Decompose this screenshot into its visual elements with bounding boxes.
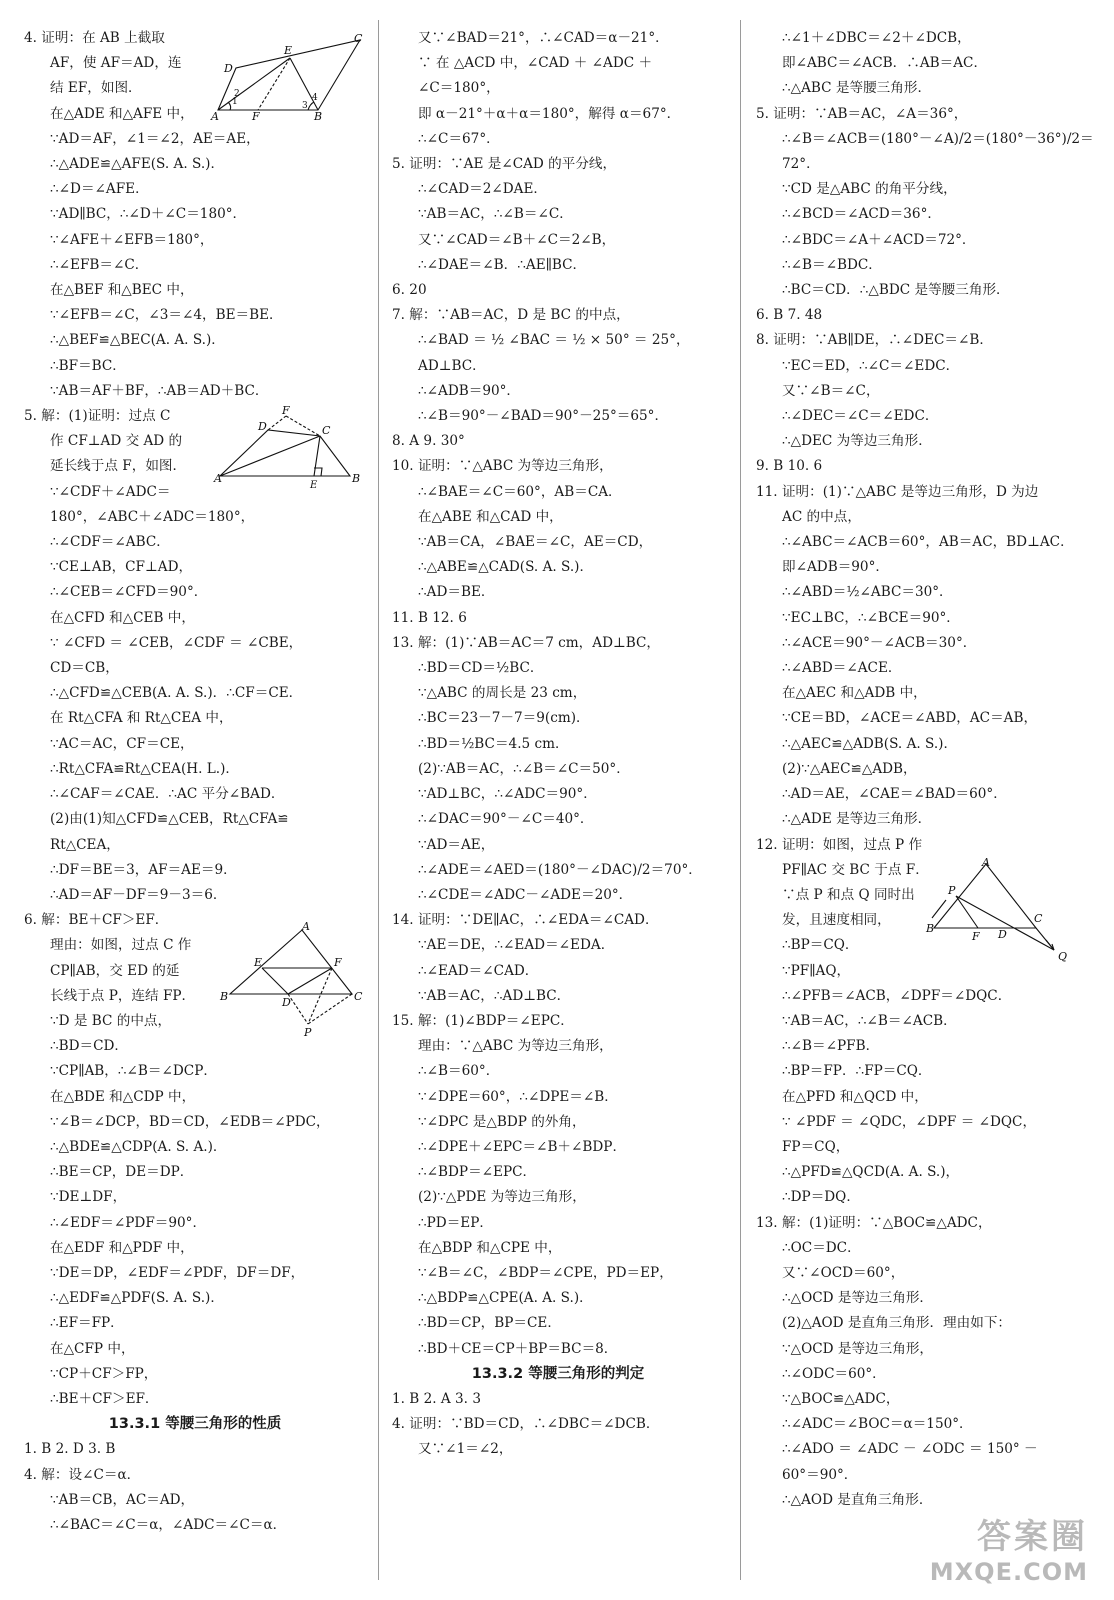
answer-line: 即 α－21°＋α＋α＝180°，解得 α＝67°． (418, 105, 681, 122)
fig-label: C (322, 424, 331, 437)
answer-line: 发，且速度相同， (782, 912, 891, 929)
answer-line: ∵ ∠CFD ＝ ∠CEB，∠CDF ＝ ∠CBE， (50, 634, 303, 651)
fig-label: 3 (302, 101, 308, 111)
fig-label: 4 (312, 93, 318, 103)
fig-label: F (972, 930, 980, 943)
answer-line: ∴∠BAE＝∠C＝60°，AB＝CA． (418, 483, 622, 500)
answer-line: 又∵∠CAD＝∠B＋∠C＝2∠B， (418, 231, 616, 248)
answer-line: ∴△EDF≌△PDF(S. A. S.)． (50, 1290, 224, 1307)
fig-label: A (214, 472, 222, 485)
answer-line: ∴BF＝BC． (50, 357, 126, 374)
answer-line: ∴∠BAD ＝ ½ ∠BAC ＝ ½ × 50° ＝ 25°， (418, 332, 690, 349)
figure-problem-4 (208, 30, 368, 126)
answer-line: ∴∠ADE＝∠AED＝(180°－∠DAC)/2＝70°． (418, 861, 702, 878)
answer-line: ∵AB＝CB，AC＝AD， (50, 1491, 195, 1508)
answer-line: ∴BC＝CD．∴△BDC 是等腰三角形． (782, 282, 1010, 299)
answer-line: ∴BD＋CE＝CP＋BP＝BC＝8． (418, 1340, 618, 1357)
answer-line: 在△BEF 和△BEC 中， (50, 282, 194, 299)
answer-line: ∴∠PFB＝∠ACB，∠DPF＝∠DQC． (782, 987, 1012, 1004)
answer-line: ∴∠DPE＋∠EPC＝∠B＋∠BDP． (418, 1138, 627, 1155)
answer-line: ∴OC＝DC． (782, 1239, 861, 1256)
answer-line: ∴∠B＝90°－∠BAD＝90°－25°＝65°． (418, 408, 669, 425)
fig-label: E (284, 44, 293, 57)
answer-line: 4. 证明：在 AB 上截取 (24, 30, 165, 46)
answer-line: ∴∠BDP＝∠EPC． (418, 1164, 537, 1181)
fig-label: P (304, 1026, 312, 1039)
answer-line: ∵AE＝DE，∴∠EAD＝∠EDA． (418, 937, 615, 954)
answer-line: 15. 解：(1)∠BDP＝∠EPC． (392, 1012, 574, 1029)
answer-line: ∴∠ODC＝60°． (782, 1365, 886, 1382)
answer-line: ∴∠B＝∠ACB＝(180°－∠A)/2＝(180°－36°)/2＝ (782, 130, 1094, 147)
answer-line: 即∠ABC＝∠ACB．∴AB＝AC． (782, 55, 988, 72)
fig-label: A (302, 920, 310, 933)
answer-line: ∴∠1＋∠DBC＝∠2＋∠DCB， (782, 30, 971, 46)
answer-line: ∵D 是 BC 的中点， (50, 1012, 172, 1029)
answer-column-3 (752, 26, 1092, 1513)
answer-line: ∵ 在 △ACD 中，∠CAD ＋ ∠ADC ＋ (418, 55, 653, 72)
answer-line: ∴∠BDC＝∠A＋∠ACD＝72°． (782, 231, 976, 248)
answer-line: ∴△ABC 是等腰三角形． (782, 80, 932, 97)
answer-line: 6. B 7. 48 (756, 307, 823, 324)
answer-line: ∵∠DPE＝60°，∴∠DPE＝∠B． (418, 1088, 618, 1105)
fig-label: F (252, 110, 260, 123)
answer-line: 72°． (782, 156, 820, 173)
answer-line: 理由：∵△ABC 为等边三角形， (418, 1038, 613, 1055)
watermark (930, 1509, 1088, 1586)
answer-line: ∴∠ADB＝90°． (418, 382, 521, 399)
answer-line: ∵AB＝AF＋BF，∴AB＝AD＋BC． (50, 382, 269, 399)
answer-line: ∴△ADE 是等边三角形． (782, 811, 932, 828)
answer-line: 在△CFD 和△CEB 中， (50, 609, 195, 626)
answer-line: 作 CF⊥AD 交 AD 的 (50, 433, 183, 450)
answer-line: 1. B 2. A 3. 3 (392, 1390, 481, 1407)
answer-line: ∵AC＝AC，CF＝CE， (50, 735, 194, 752)
answer-line: 13. 解：(1)证明：∵△BOC≌△ADC， (756, 1214, 992, 1231)
answer-line: ∵∠EFB＝∠C，∠3＝∠4，BE＝BE． (50, 307, 283, 324)
fig-label: P (948, 884, 956, 897)
fig-label: F (282, 404, 290, 417)
answer-line: ∴PD＝EP． (418, 1214, 493, 1231)
answer-line: ∴△BDP≌△CPE(A. A. S.)． (418, 1290, 593, 1307)
answer-line: ∴∠DAC＝90°－∠C＝40°． (418, 811, 594, 828)
answer-line: CD＝CB， (50, 660, 119, 677)
answer-line: 60°＝90°． (782, 1466, 858, 1483)
answer-line: ∵AB＝CA，∠BAE＝∠C，AE＝CD， (418, 534, 653, 551)
fig-label: D (258, 420, 267, 433)
answer-line: ∴∠ADO ＝ ∠ADC － ∠ODC ＝ 150° － (782, 1441, 1038, 1458)
answer-line: 即∠ADB＝90°． (782, 559, 889, 576)
answer-line: ∵EC⊥BC，∴∠BCE＝90°． (782, 609, 960, 626)
answer-line: ∴DF＝BE＝3，AF＝AE＝9． (50, 861, 237, 878)
answer-line: ∵△OCD 是等边三角形， (782, 1340, 934, 1357)
answer-line: ∴△BEF≌△BEC(A. A. S.)． (50, 332, 225, 349)
answer-line: ∴BE＝CP，DE＝DP． (50, 1164, 194, 1181)
answer-line: ∴BC＝23－7－7＝9(cm)． (418, 710, 590, 727)
answer-line: ∵DE⊥DF， (50, 1189, 127, 1206)
answer-line: ∴△BDE≌△CDP(A. S. A.)． (50, 1138, 227, 1155)
answer-line: 在△AEC 和△ADB 中， (782, 685, 927, 702)
answer-line: ∴BD＝CD． (50, 1038, 129, 1055)
answer-line: ∵CD 是△ABC 的角平分线， (782, 181, 957, 198)
answer-line: ∴△ADE≌△AFE(S. A. S.)． (50, 156, 225, 173)
answer-line: 1. B 2. D 3. B (24, 1441, 116, 1458)
answer-line: ∵AB＝AC，∴∠B＝∠C． (418, 206, 573, 223)
answer-line: ∴Rt△CFA≌Rt△CEA(H. L.)． (50, 760, 239, 777)
answer-line: (2)∵△AEC≌△ADB， (782, 760, 917, 777)
answer-line: FP＝CQ， (782, 1138, 850, 1155)
answer-line: 在△EDF 和△PDF 中， (50, 1239, 194, 1256)
answer-line: 长线于点 P，连结 FP． (50, 987, 196, 1004)
answer-line: CP∥AB，交 ED 的延 (50, 962, 180, 979)
answer-line: ∵AD＝AE， (418, 836, 495, 853)
answer-line: ∵△BOC≌△ADC， (782, 1390, 900, 1407)
fig-label: 1 (232, 97, 238, 107)
answer-line: 结 EF，如图． (50, 80, 142, 97)
answer-line: 5. 解：(1)证明：过点 C (24, 408, 171, 425)
answer-line: 8. 证明：∵AB∥DE，∴∠DEC＝∠B． (756, 332, 993, 349)
figure-problem-6 (218, 922, 368, 1044)
fig-label: C (354, 32, 363, 45)
answer-line: 14. 证明：∵DE∥AC，∴∠EDA＝∠CAD． (392, 912, 659, 929)
answer-line: ∴BD＝½BC＝4.5 cm． (418, 735, 569, 752)
answer-line: 12. 证明：如图，过点 P 作 (756, 836, 923, 853)
answer-line: ∵AD⊥BC，∴∠ADC＝90°． (418, 786, 597, 803)
answer-line: ∵AD∥BC，∴∠D＋∠C＝180°． (50, 206, 247, 223)
fig-label: B (352, 472, 361, 485)
answer-line: ∴△CFD≌△CEB(A. A. S.)．∴CF＝CE． (50, 685, 303, 702)
answer-line: 又∵∠BAD＝21°，∴∠CAD＝α－21°． (418, 30, 669, 46)
answer-line: ∴AD＝BE． (418, 584, 495, 601)
answer-line: ∴△AEC≌△ADB(S. A. S.)． (782, 735, 958, 752)
answer-line: ∴AD＝AE，∠CAE＝∠BAD＝60°． (782, 786, 1007, 803)
answer-line: ∴△AOD 是直角三角形． (782, 1491, 933, 1508)
answer-line: 8. A 9. 30° (392, 433, 465, 450)
answer-line: ∴∠CEB＝∠CFD＝90°． (50, 584, 208, 601)
answer-line: ∴∠CAF＝∠CAE．∴AC 平分∠BAD． (50, 786, 285, 803)
answer-line: ∠C＝180°， (418, 80, 500, 97)
answer-column-1 (20, 26, 370, 1538)
answer-line: ∵CP∥AB，∴∠B＝∠DCP． (50, 1063, 217, 1080)
answer-line: ∵∠DPC 是△BDP 的外角， (418, 1113, 586, 1130)
fig-label: A (211, 110, 219, 123)
answer-line: PF∥AC 交 BC 于点 F． (782, 861, 929, 878)
answer-line: ∴BD＝CD＝½BC． (418, 660, 544, 677)
fig-label: B (926, 922, 935, 935)
fig-label: E (310, 480, 318, 491)
answer-line: AD⊥BC． (418, 357, 486, 374)
answer-line: (2)△AOD 是直角三角形．理由如下： (782, 1315, 1012, 1332)
answer-line: ∵CP＋CF＞FP， (50, 1365, 158, 1382)
fig-label: B (220, 990, 229, 1003)
answer-line: ∵AB＝AC，∴∠B＝∠ACB． (782, 1012, 957, 1029)
answer-line: 6. 解：BE＋CF＞EF． (24, 912, 169, 929)
answer-line: ∴DP＝DQ． (782, 1189, 860, 1206)
answer-line: ∴△DEC 为等边三角形． (782, 433, 932, 450)
answer-line: 10. 证明：∵△ABC 为等边三角形， (392, 458, 613, 475)
figure-problem-12 (926, 858, 1076, 966)
answer-line: (2)∵AB＝AC，∴∠B＝∠C＝50°． (418, 760, 630, 777)
answer-line: 在△CFP 中， (50, 1340, 135, 1357)
watermark-url: MXQE.COM (929, 1558, 1088, 1586)
answer-line: 11. 证明：(1)∵△ABC 是等边三角形，D 为边 (756, 483, 1039, 500)
answer-line: AC 的中点， (782, 508, 861, 525)
answer-line: ∴∠BCD＝∠ACD＝36°． (782, 206, 941, 223)
answer-line: ∵CE⊥AB，CF⊥AD， (50, 559, 193, 576)
answer-line: ∴△ABE≌△CAD(S. A. S.)． (418, 559, 594, 576)
answer-line: 又∵∠OCD＝60°， (782, 1264, 905, 1281)
answer-line: ∴AD＝AF－DF＝9－3＝6． (50, 886, 227, 903)
answer-line: 7. 解：∵AB＝AC，D 是 BC 的中点， (392, 307, 630, 324)
answer-line: (2)∵△PDE 为等边三角形， (418, 1189, 586, 1206)
figure-problem-5 (214, 404, 364, 491)
watermark-logo-text: 答案圈 (977, 1517, 1088, 1557)
answer-line: ∴BP＝FP．∴FP＝CQ． (782, 1063, 932, 1080)
answer-line: ∴∠ACE＝90°－∠ACB＝30°． (782, 634, 977, 651)
answer-line: 4. 解：设∠C＝α． (24, 1466, 141, 1483)
fig-label: B (314, 110, 323, 123)
answer-line: 延长线于点 F，如图． (50, 458, 187, 475)
answer-line: ∵AD＝AF，∠1＝∠2，AE＝AE， (50, 130, 260, 147)
answer-line: ∴∠EAD＝∠CAD． (418, 962, 539, 979)
answer-line: 在△ABE 和△CAD 中， (418, 508, 563, 525)
answer-line: ∵PF∥AQ， (782, 962, 851, 979)
fig-label: C (1034, 912, 1043, 925)
answer-line: ∵DE＝DP，∠EDF＝∠PDF，DF＝DF， (50, 1264, 305, 1281)
fig-label: Q (1058, 950, 1068, 963)
section-heading: 13.3.2 等腰三角形的判定 (471, 1365, 645, 1382)
answer-line: ∴∠BAC＝∠C＝α，∠ADC＝∠C＝α． (50, 1516, 287, 1533)
answer-line: ∴∠B＝∠PFB． (782, 1038, 880, 1055)
answer-line: ∵∠CDF＋∠ADC＝ (50, 483, 171, 500)
fig-label: D (282, 996, 291, 1009)
fig-label: A (982, 856, 990, 869)
answer-line: 理由：如图，过点 C 作 (50, 937, 192, 954)
answer-line: ∴∠EDF＝∠PDF＝90°． (50, 1214, 207, 1231)
answer-line: ∴∠ABD＝∠ACE． (782, 660, 902, 677)
answer-line: ∴∠EFB＝∠C． (50, 256, 149, 273)
fig-label: C (354, 990, 363, 1003)
answer-line: ∴∠DAE＝∠B．∴AE∥BC． (418, 256, 587, 273)
answer-line: 5. 证明：∵AB＝AC，∠A＝36°， (756, 105, 968, 122)
answer-line: ∴EF＝FP． (50, 1315, 124, 1332)
answer-line: Rt△CEA， (50, 836, 120, 853)
answer-line: 在△BDP 和△CPE 中， (418, 1239, 562, 1256)
answer-line: ∴∠CDF＝∠ABC． (50, 534, 170, 551)
answer-line: 又∵∠1＝∠2， (418, 1441, 513, 1458)
answer-line: 6. 20 (392, 282, 427, 299)
answer-line: ∵∠AFE＋∠EFB＝180°， (50, 231, 214, 248)
answer-line: ∴∠B＝∠BDC． (782, 256, 882, 273)
answer-line: ∵∠B＝∠DCP，BD＝CD，∠EDB＝∠PDC， (50, 1113, 330, 1130)
fig-label: F (334, 956, 342, 969)
answer-line: 又∵∠B＝∠C， (782, 382, 880, 399)
fig-label: D (224, 62, 233, 75)
answer-line: ∵CE＝BD，∠ACE＝∠ABD，AC＝AB， (782, 710, 1038, 727)
column-divider (378, 20, 379, 1580)
answer-line: ∴∠B＝60°． (418, 1063, 500, 1080)
answer-line: ∵ ∠PDF ＝ ∠QDC，∠DPF ＝ ∠DQC， (782, 1113, 1037, 1130)
answer-line: ∴BD＝CP，BP＝CE． (418, 1315, 561, 1332)
answer-line: ∴∠CDE＝∠ADC－∠ADE＝20°． (418, 886, 633, 903)
column-divider (740, 20, 741, 1580)
answer-line: ∴∠CAD＝2∠DAE． (418, 181, 548, 198)
answer-line: 11. B 12. 6 (392, 609, 467, 626)
answer-line: ∵AB＝AC，∴AD⊥BC． (418, 987, 571, 1004)
answer-line: ∴BP＝CQ． (782, 937, 859, 954)
answer-line: ∴△PFD≌△QCD(A. A. S.)， (782, 1164, 960, 1181)
answer-line: ∵EC＝ED，∴∠C＝∠EDC． (782, 357, 960, 374)
answer-line: 4. 证明：∵BD＝CD，∴∠DBC＝∠DCB． (392, 1416, 660, 1433)
answer-line: 在 Rt△CFA 和 Rt△CEA 中， (50, 710, 233, 727)
answer-column-2 (388, 26, 728, 1463)
answer-line: ∴∠ABC＝∠ACB＝60°，AB＝AC，BD⊥AC． (782, 534, 1074, 551)
fig-label: E (254, 956, 263, 969)
answer-line: 180°，∠ABC＋∠ADC＝180°， (50, 508, 255, 525)
answer-line: 13. 解：(1)∵AB＝AC＝7 cm，AD⊥BC， (392, 634, 660, 651)
answer-line: ∴∠D＝∠AFE． (50, 181, 149, 198)
answer-line: AF，使 AF＝AD，连 (50, 55, 182, 72)
answer-line: 在△PFD 和△QCD 中， (782, 1088, 928, 1105)
answer-line: 在△ADE 和△AFE 中， (50, 105, 194, 122)
answer-line: 9. B 10. 6 (756, 458, 823, 475)
answer-line: 在△BDE 和△CDP 中， (50, 1088, 196, 1105)
fig-label: D (998, 928, 1007, 941)
answer-line: ∵点 P 和点 Q 同时出 (782, 886, 915, 903)
answer-line: ∴∠ABD＝½∠ABC＝30°． (782, 584, 953, 601)
answer-line: ∵∠B＝∠C，∠BDP＝∠CPE，PD＝EP， (418, 1264, 673, 1281)
answer-line: ∴∠ADC＝∠BOC＝α＝150°． (782, 1416, 973, 1433)
answer-line: ∴BE＋CF＞EF． (50, 1390, 159, 1407)
answer-line: (2)由(1)知△CFD≌△CEB，Rt△CFA≌ (50, 811, 289, 828)
answer-line: ∴△OCD 是等边三角形． (782, 1290, 934, 1307)
fig-label: 2 (234, 89, 240, 99)
section-heading: 13.3.1 等腰三角形的性质 (108, 1416, 282, 1433)
answer-line: 5. 证明：∵AE 是∠CAD 的平分线， (392, 156, 617, 173)
answer-line: ∵△ABC 的周长是 23 cm， (418, 685, 587, 702)
answer-line: ∴∠C＝67°． (418, 130, 500, 147)
answer-line: ∴∠DEC＝∠C＝∠EDC． (782, 408, 939, 425)
